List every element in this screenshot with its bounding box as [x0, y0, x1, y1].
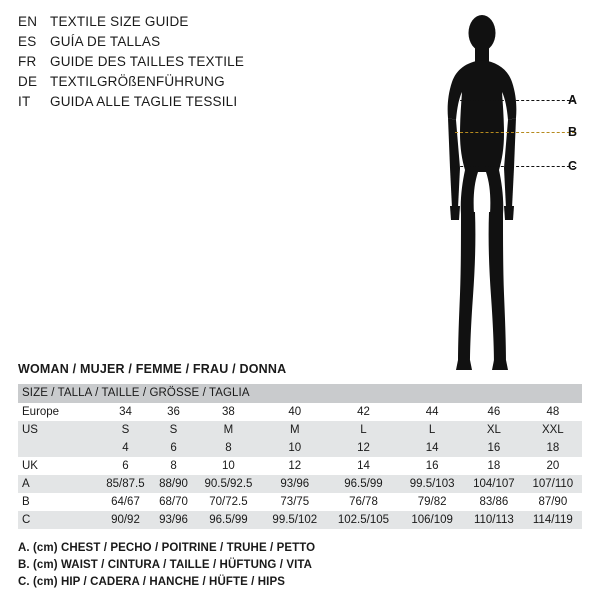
body-figure: [400, 8, 590, 378]
table-cell: S: [153, 421, 194, 439]
table-cell: 46: [464, 403, 524, 421]
row-label: US: [18, 421, 98, 439]
table-cell: 114/119: [524, 511, 582, 529]
measure-label-b: B: [568, 125, 578, 139]
table-row: [18, 403, 582, 421]
legend-line-c: C. (cm) HIP / CADERA / HANCHE / HÜFTE / HIPS: [18, 576, 286, 588]
table-cell: 36: [153, 403, 194, 421]
table-cell: L: [327, 421, 400, 439]
language-row: [18, 54, 318, 74]
table-cell: M: [194, 421, 263, 439]
table-cell: 20: [524, 457, 582, 475]
table-row: [18, 475, 582, 493]
language-row: [18, 94, 318, 114]
measure-line-b: [455, 132, 575, 133]
table-cell: 93/96: [153, 511, 194, 529]
table-cell: 96.5/99: [194, 511, 263, 529]
table-cell: S: [98, 421, 153, 439]
table-cell: M: [263, 421, 327, 439]
table-cell: 70/72.5: [194, 493, 263, 511]
language-row: [18, 74, 318, 94]
table-cell: 18: [464, 457, 524, 475]
table-cell: 6: [98, 457, 153, 475]
table-cell: 68/70: [153, 493, 194, 511]
size-table: [18, 384, 582, 529]
language-text: TEXTILGRÖßENFÜHRUNG: [50, 74, 225, 89]
table-cell: 88/90: [153, 475, 194, 493]
table-cell: 83/86: [464, 493, 524, 511]
table-cell: 102.5/105: [327, 511, 400, 529]
table-cell: 96.5/99: [327, 475, 400, 493]
table-cell: 90.5/92.5: [194, 475, 263, 493]
table-cell: XXL: [524, 421, 582, 439]
table-cell: 64/67: [98, 493, 153, 511]
table-cell: 110/113: [464, 511, 524, 529]
table-cell: 4: [98, 439, 153, 457]
table-cell: 87/90: [524, 493, 582, 511]
table-cell: 90/92: [98, 511, 153, 529]
language-row: [18, 34, 318, 54]
language-code: FR: [18, 54, 37, 69]
table-cell: 76/78: [327, 493, 400, 511]
language-text: GUÍA DE TALLAS: [50, 34, 161, 49]
table-cell: 14: [327, 457, 400, 475]
row-label: UK: [18, 457, 98, 475]
table-cell: 12: [263, 457, 327, 475]
table-cell: 38: [194, 403, 263, 421]
legend-line-a: A. (cm) CHEST / PECHO / POITRINE / TRUHE / PETTO: [18, 542, 316, 554]
language-text: TEXTILE SIZE GUIDE: [50, 14, 189, 29]
table-cell: 40: [263, 403, 327, 421]
table-band-label: SIZE / TALLA / TAILLE / GRÖSSE / TAGLIA: [18, 384, 582, 403]
table-cell: 18: [524, 439, 582, 457]
table-band-row: [18, 384, 582, 403]
table-cell: 85/87.5: [98, 475, 153, 493]
language-row: [18, 14, 318, 34]
table-row: [18, 511, 582, 529]
table-cell: 10: [263, 439, 327, 457]
table-cell: 16: [400, 457, 464, 475]
table-cell: 107/110: [524, 475, 582, 493]
table-cell: 99.5/102: [263, 511, 327, 529]
table-cell: L: [400, 421, 464, 439]
language-code: IT: [18, 94, 31, 109]
table-cell: 104/107: [464, 475, 524, 493]
language-code: DE: [18, 74, 38, 89]
measure-line-a: [450, 100, 575, 101]
table-cell: 10: [194, 457, 263, 475]
table-cell: 42: [327, 403, 400, 421]
language-code: ES: [18, 34, 37, 49]
table-cell: 16: [464, 439, 524, 457]
table-cell: 99.5/103: [400, 475, 464, 493]
table-cell: 73/75: [263, 493, 327, 511]
table-cell: 14: [400, 439, 464, 457]
female-silhouette-icon: [400, 8, 590, 378]
row-label: [18, 439, 98, 457]
table-row: [18, 493, 582, 511]
language-code: EN: [18, 14, 38, 29]
table-cell: 106/109: [400, 511, 464, 529]
measure-line-c: [450, 166, 575, 167]
table-cell: XL: [464, 421, 524, 439]
section-title: WOMAN / MUJER / FEMME / FRAU / DONNA: [18, 362, 287, 376]
row-label: C: [18, 511, 98, 529]
row-label: B: [18, 493, 98, 511]
measurement-legend: [18, 540, 578, 591]
table-row: [18, 439, 582, 457]
table-cell: 93/96: [263, 475, 327, 493]
table-cell: 34: [98, 403, 153, 421]
table-cell: 8: [194, 439, 263, 457]
row-label: A: [18, 475, 98, 493]
table-cell: 79/82: [400, 493, 464, 511]
table-cell: 8: [153, 457, 194, 475]
table-cell: 12: [327, 439, 400, 457]
language-text: GUIDE DES TAILLES TEXTILE: [50, 54, 245, 69]
table-cell: 44: [400, 403, 464, 421]
table-row: [18, 421, 582, 439]
legend-line-b: B. (cm) WAIST / CINTURA / TAILLE / HÜFTUNG / VITA: [18, 559, 313, 571]
row-label: Europe: [18, 403, 98, 421]
table-cell: 6: [153, 439, 194, 457]
measure-label-c: C: [568, 159, 578, 173]
language-list: [18, 14, 318, 114]
table-row: [18, 457, 582, 475]
language-text: GUIDA ALLE TAGLIE TESSILI: [50, 94, 238, 109]
table-cell: 48: [524, 403, 582, 421]
measure-label-a: A: [568, 93, 578, 107]
